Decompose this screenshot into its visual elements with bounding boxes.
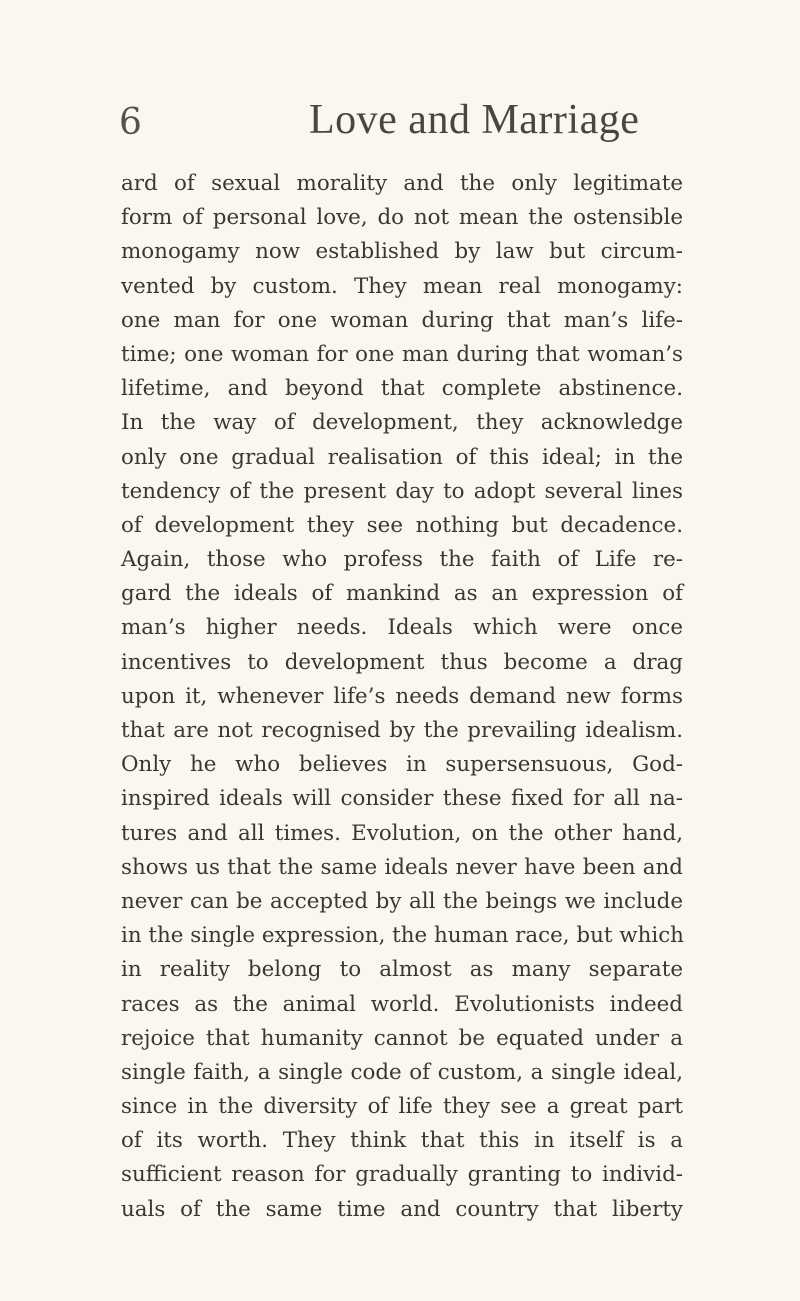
text-line: tendency of the present day to adopt several lines [121, 478, 683, 504]
running-title: Love and Marriage [309, 97, 640, 143]
page-number: 6 [119, 102, 142, 143]
text-line: gard the ideals of mankind as an expression of [121, 581, 683, 607]
text-line: ard of sexual morality and the only legitimate [121, 171, 683, 196]
text-line: tures and all times. Evolution, on the other hand, [121, 820, 683, 846]
text-line: in reality belong to almost as many separate [121, 957, 683, 983]
text-line: never can be accepted by all the beings we include [121, 888, 683, 914]
text-line: races as the animal world. Evolutionists indeed [121, 991, 683, 1017]
text-line: monogamy now established by law but circum- [121, 239, 683, 265]
text-line: inspired ideals will consider these fixed for all na- [121, 786, 683, 812]
text-line: only one gradual realisation of this ideal; in the [121, 444, 683, 470]
text-line: man’s higher needs. Ideals which were once [121, 615, 683, 641]
text-line: uals of the same time and country that liberty [121, 1196, 683, 1222]
text-line: Again, those who profess the faith of Life re- [121, 547, 683, 573]
text-line: in the single expression, the human race, but which [121, 923, 684, 949]
page-header [119, 96, 679, 156]
text-line: Only he who believes in supersensuous, God- [121, 752, 683, 778]
text-line: of its worth. They think that this in itself is a [121, 1128, 683, 1154]
text-line: vented by custom. They mean real monogamy: [121, 273, 683, 299]
text-line: sufficient reason for gradually granting to individ- [121, 1162, 683, 1188]
text-line: shows us that the same ideals never have been and [121, 854, 683, 880]
text-line: lifetime, and beyond that complete abstinence. [121, 376, 683, 402]
text-line: of development they see nothing but decadence. [121, 512, 683, 538]
text-line: since in the diversity of life they see a great part [121, 1094, 683, 1120]
text-line: time; one woman for one man during that woman’s [121, 341, 683, 367]
text-line: one man for one woman during that man’s life- [121, 307, 683, 333]
body-text [121, 167, 683, 1227]
text-line: incentives to development thus become a drag [121, 649, 683, 675]
text-line: In the way of development, they acknowledge [121, 410, 683, 436]
text-line: form of personal love, do not mean the ostensible [121, 205, 683, 231]
text-line: that are not recognised by the prevailing idealism. [121, 718, 683, 743]
text-line: upon it, whenever life’s needs demand new forms [121, 683, 683, 709]
text-line: rejoice that humanity cannot be equated under a [121, 1025, 683, 1051]
text-line: single faith, a single code of custom, a single ideal, [121, 1059, 683, 1085]
